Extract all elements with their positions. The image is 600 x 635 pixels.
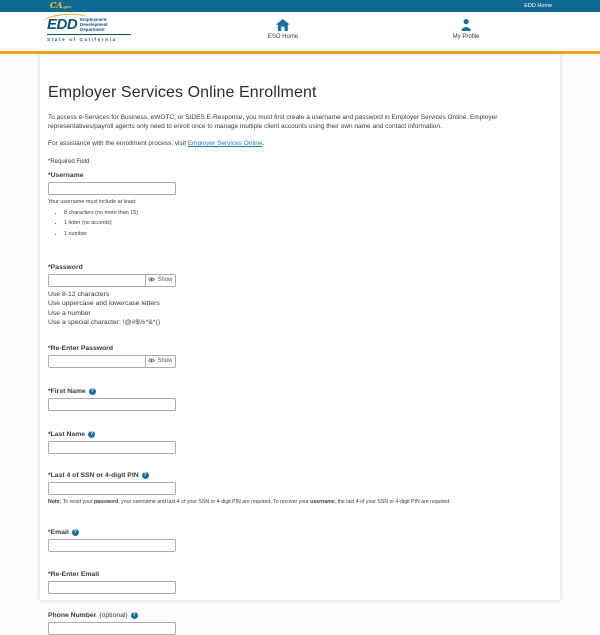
show-password-button[interactable] <box>145 274 176 287</box>
ca-gov-logo-suffix: gov <box>63 4 72 9</box>
ssn-pin-label-text: *Last 4 of SSN or 4-digit PIN <box>48 471 139 479</box>
help-icon[interactable]: ? <box>90 387 94 394</box>
help-icon[interactable]: ? <box>143 471 147 478</box>
email-label <box>48 529 552 536</box>
username-rule: • 1 number <box>64 231 552 237</box>
password-rules <box>48 290 552 328</box>
reenter-email-group <box>48 571 552 594</box>
edd-logo-row <box>47 17 131 33</box>
person-icon <box>453 19 480 32</box>
reenter-password-input[interactable] <box>48 355 145 368</box>
username-input[interactable] <box>48 182 176 195</box>
eye-icon <box>148 277 155 284</box>
phone-label-text: Phone Number <box>48 611 97 619</box>
password-group <box>48 264 552 328</box>
phone-label <box>48 612 552 619</box>
show-password-label: Show <box>157 277 173 283</box>
email-label-text: *Email <box>48 528 69 536</box>
reenter-password-input-group <box>48 355 176 368</box>
show-password-label: Show <box>157 358 173 364</box>
first-name-label-text: *First Name <box>48 387 86 395</box>
help-icon[interactable]: ? <box>132 611 136 618</box>
edd-department-words <box>80 18 108 33</box>
site-header <box>0 12 600 51</box>
first-name-group <box>48 388 552 411</box>
ca-gov-logo-text: CA <box>50 0 63 10</box>
nav-eso-home[interactable] <box>268 19 298 40</box>
show-reenter-password-button[interactable] <box>145 355 176 368</box>
edd-acronym: EDD <box>47 16 78 33</box>
ssn-pin-group <box>48 472 552 505</box>
edd-tagline: State of California <box>47 34 131 42</box>
ssn-note-bold: username <box>310 498 335 505</box>
assistance-paragraph <box>48 140 552 147</box>
nav-eso-home-label: ESO Home <box>267 34 299 40</box>
email-input[interactable] <box>48 539 176 552</box>
email-group <box>48 529 552 552</box>
edd-word: Development <box>80 21 108 27</box>
password-rule: Use a number <box>48 309 91 317</box>
username-label: *Username <box>48 172 84 179</box>
edd-home-link[interactable]: EDD Home <box>524 3 552 9</box>
intro-paragraph: To access e-Services for Business, eWOTC, or SIDES E-Response, you must first create a username and password in Employer Services Online. Employer representatives/payroll agents only need to enroll once to manage multiple client accounts using their own name and contact information. <box>48 114 498 130</box>
last-name-input[interactable] <box>48 441 176 454</box>
username-rules-list <box>64 210 552 237</box>
reenter-password-group <box>48 345 552 368</box>
employer-services-online-link[interactable]: Employer Services Online <box>187 140 263 147</box>
page-title: Employer Services Online Enrollment <box>48 84 317 101</box>
last-name-label <box>48 431 552 438</box>
username-rules-intro: Your username must include at least: <box>48 199 137 205</box>
username-rule: • 8 characters (no more than 15) <box>64 210 552 216</box>
password-rule: Use 8-12 characters <box>48 290 110 298</box>
edd-word: Department <box>80 26 105 32</box>
first-name-input[interactable] <box>48 398 176 411</box>
phone-optional-text: (optional) <box>99 611 128 619</box>
ssn-note-bold: password <box>94 498 119 505</box>
help-icon[interactable]: ? <box>73 528 77 535</box>
reenter-email-label: *Re-Enter Email <box>48 570 99 578</box>
edd-logo[interactable] <box>47 17 131 42</box>
content-card <box>40 54 560 619</box>
nav-my-profile[interactable] <box>453 19 480 40</box>
password-rule: Use uppercase and lowercase letters <box>48 300 160 307</box>
first-name-label <box>48 388 552 395</box>
password-input[interactable] <box>48 274 145 287</box>
ssn-pin-label <box>48 472 552 479</box>
last-name-label-text: *Last Name <box>48 430 86 438</box>
username-group <box>48 172 552 237</box>
password-rule: Use a special character: !@#$%^&*() <box>48 319 161 326</box>
reenter-password-label: *Re-Enter Password <box>48 344 113 352</box>
edd-word: Employment <box>80 17 107 22</box>
last-name-group <box>48 431 552 454</box>
home-icon <box>268 19 298 32</box>
assistance-text: For assistance with the enrollment process, visit <box>48 140 186 147</box>
password-input-group <box>48 274 176 287</box>
username-rule: • 1 letter (no accents) <box>64 220 552 226</box>
nav-my-profile-label: My Profile <box>452 34 480 40</box>
eye-icon <box>148 358 155 365</box>
phone-group <box>48 612 552 635</box>
password-label: *Password <box>48 263 83 271</box>
reenter-email-input[interactable] <box>48 581 176 594</box>
ssn-pin-input[interactable] <box>48 482 176 495</box>
top-utility-bar <box>0 0 600 12</box>
ssn-pin-note: Note: To reset your password, your username and last 4 of your SSN or 4-digit PIN are required. To recover your username, the last 4 of your SSN or 4-digit PIN are required. <box>48 498 451 505</box>
ssn-note-bold: Note: <box>48 498 62 505</box>
assistance-period: . <box>262 140 265 147</box>
help-icon[interactable]: ? <box>90 430 94 437</box>
phone-input[interactable] <box>48 622 176 635</box>
required-field-note: *Required Field <box>48 159 90 165</box>
